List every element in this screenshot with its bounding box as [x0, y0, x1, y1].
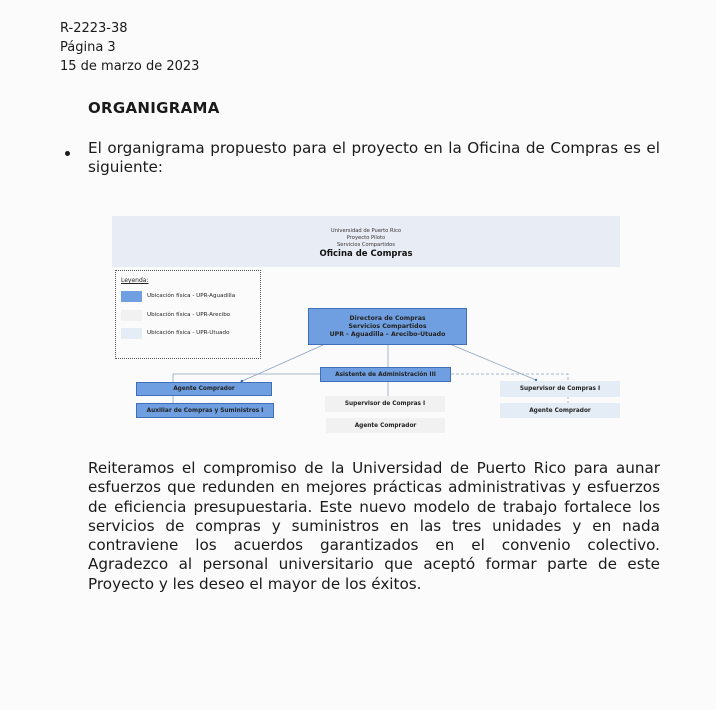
left-buyer-box: Agente Comprador [136, 382, 272, 396]
legend-swatch-aguadilla [121, 291, 142, 302]
document-date: 15 de marzo de 2023 [60, 59, 200, 74]
connector-assistant-left [173, 374, 320, 382]
page-number: Página 3 [60, 40, 116, 55]
legend-item [121, 310, 259, 322]
legend-title: Leyenda: [121, 277, 149, 284]
banner-services: Servicios Compartidos [336, 242, 396, 248]
banner-university: Universidad de Puerto Rico [330, 228, 402, 234]
legend-label: Ubicación física - UPR-Arecibo [147, 312, 231, 318]
org-chart-banner [112, 216, 620, 267]
middle-buyer-box: Agente Comprador [326, 418, 445, 433]
legend [115, 270, 261, 359]
connector-director-right [452, 345, 536, 380]
legend-swatch-utuado [121, 328, 142, 339]
legend-item [121, 328, 259, 340]
right-buyer-box: Agente Comprador [500, 403, 620, 418]
closing-paragraph: Reiteramos el compromiso de la Universidad de Puerto Rico para aunar esfuerzos que redunden en mejores prácticas administrativas y esfuerzos de eficiencia presupuestaria. Este nuevo modelo de trabajo fortalece los servicios de compras y suministros en las tres unidades y en nada contraviene los acuerdos garantizados en el convenio colectivo. Agradezco al personal universitario que aceptó formar parte de este Proyecto y les deseo el mayor de los éxitos. [88, 459, 660, 593]
legend-swatch-arecibo [121, 310, 142, 321]
banner-title: Oficina de Compras [319, 249, 413, 259]
legend-label: Ubicación física - UPR-Utuado [147, 330, 230, 336]
connector-assistant-right [451, 374, 568, 381]
bullet-text: El organigrama propuesto para el proyecto en la Oficina de Compras es el siguiente: [88, 139, 660, 176]
middle-supervisor-box: Supervisor de Compras I [325, 396, 445, 412]
reference-number: R-2223-38 [60, 21, 128, 36]
director-subtitle: Servicios Compartidos [348, 322, 427, 330]
legend-label: Ubicación física - UPR-Aguadilla [147, 293, 236, 299]
director-locations: UPR - Aguadilla – Arecibo-Utuado [329, 330, 446, 338]
right-supervisor-box: Supervisor de Compras I [500, 381, 620, 397]
section-title: ORGANIGRAMA [88, 99, 220, 117]
director-box [308, 308, 467, 345]
assistant-box: Asistente de Administración III [320, 367, 451, 382]
director-title: Directora de Compras [349, 314, 426, 322]
banner-project: Proyecto Piloto [346, 235, 386, 241]
left-auxiliary-box: Auxiliar de Compras y Suministros I [136, 403, 274, 418]
legend-item [121, 291, 259, 303]
